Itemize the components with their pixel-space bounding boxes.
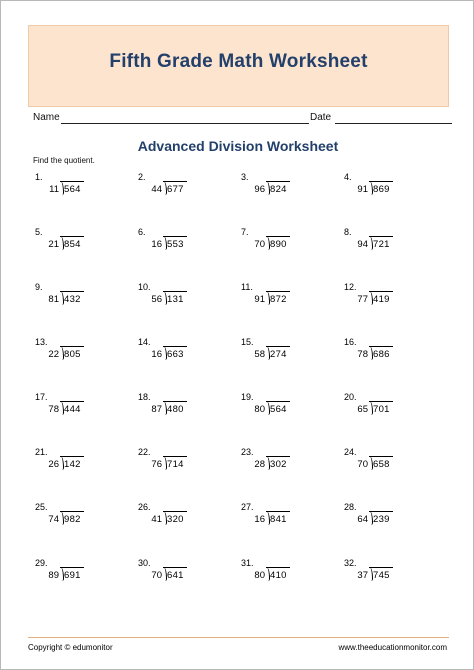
division-problem bbox=[35, 392, 135, 420]
division-problem bbox=[241, 337, 341, 365]
problem-number: 13. bbox=[35, 337, 48, 347]
problem-number: 29. bbox=[35, 558, 48, 568]
division-problem bbox=[344, 282, 444, 310]
worksheet-subtitle: Advanced Division Worksheet bbox=[137, 138, 339, 154]
problem-number: 21. bbox=[35, 447, 48, 457]
problem-number: 2. bbox=[138, 172, 146, 182]
division-problem bbox=[138, 392, 238, 420]
dividend: 658 bbox=[373, 459, 390, 470]
problem-number: 8. bbox=[344, 227, 352, 237]
division-problem bbox=[344, 447, 444, 475]
name-date-row bbox=[33, 112, 453, 126]
divisor: 28 bbox=[254, 459, 265, 470]
dividend: 641 bbox=[167, 570, 184, 581]
divisor: 91 bbox=[254, 294, 265, 305]
divisor: 70 bbox=[151, 570, 162, 581]
division-problem bbox=[138, 558, 238, 586]
divisor: 70 bbox=[254, 239, 265, 250]
dividend: 663 bbox=[167, 349, 184, 360]
dividend: 854 bbox=[64, 239, 81, 250]
problem-number: 4. bbox=[344, 172, 352, 182]
divisor: 94 bbox=[357, 239, 368, 250]
divisor: 74 bbox=[48, 514, 59, 525]
dividend: 410 bbox=[270, 570, 287, 581]
divisor: 89 bbox=[48, 570, 59, 581]
problem-number: 27. bbox=[241, 502, 254, 512]
dividend: 691 bbox=[64, 570, 81, 581]
divisor: 80 bbox=[254, 570, 265, 581]
division-problem bbox=[138, 502, 238, 530]
problem-number: 20. bbox=[344, 392, 357, 402]
divisor: 22 bbox=[48, 349, 59, 360]
divisor: 96 bbox=[254, 184, 265, 195]
dividend: 869 bbox=[373, 184, 390, 195]
dividend: 872 bbox=[270, 294, 287, 305]
division-problem bbox=[344, 172, 444, 200]
problem-number: 15. bbox=[241, 337, 254, 347]
division-problem bbox=[241, 392, 341, 420]
division-problem bbox=[138, 282, 238, 310]
division-problem bbox=[344, 337, 444, 365]
dividend: 444 bbox=[64, 404, 81, 415]
dividend: 745 bbox=[373, 570, 390, 581]
divisor: 81 bbox=[48, 294, 59, 305]
divisor: 41 bbox=[151, 514, 162, 525]
footer-divider bbox=[28, 637, 449, 638]
dividend: 131 bbox=[167, 294, 184, 305]
date-field[interactable] bbox=[335, 123, 452, 124]
problem-number: 28. bbox=[344, 502, 357, 512]
dividend: 320 bbox=[167, 514, 184, 525]
divisor: 21 bbox=[48, 239, 59, 250]
division-problem bbox=[35, 227, 135, 255]
divisor: 16 bbox=[151, 349, 162, 360]
footer-copyright: Copyright © edumonitor bbox=[28, 643, 113, 652]
worksheet-title: Fifth Grade Math Worksheet bbox=[109, 51, 368, 72]
division-problem bbox=[344, 227, 444, 255]
problem-number: 10. bbox=[138, 282, 151, 292]
divisor: 76 bbox=[151, 459, 162, 470]
problem-number: 1. bbox=[35, 172, 43, 182]
date-label: Date bbox=[310, 112, 332, 123]
dividend: 432 bbox=[64, 294, 81, 305]
problem-number: 31. bbox=[241, 558, 254, 568]
divisor: 56 bbox=[151, 294, 162, 305]
dividend: 841 bbox=[270, 514, 287, 525]
problem-number: 26. bbox=[138, 502, 151, 512]
dividend: 274 bbox=[270, 349, 287, 360]
divisor: 44 bbox=[151, 184, 162, 195]
division-problem bbox=[138, 172, 238, 200]
problem-number: 17. bbox=[35, 392, 48, 402]
problem-number: 25. bbox=[35, 502, 48, 512]
division-problem bbox=[138, 227, 238, 255]
problem-number: 14. bbox=[138, 337, 151, 347]
problem-number: 3. bbox=[241, 172, 249, 182]
division-problem bbox=[35, 447, 135, 475]
problem-number: 32. bbox=[344, 558, 357, 568]
division-problem bbox=[241, 502, 341, 530]
division-problem bbox=[344, 502, 444, 530]
divisor: 65 bbox=[357, 404, 368, 415]
dividend: 982 bbox=[64, 514, 81, 525]
divisor: 16 bbox=[254, 514, 265, 525]
division-problem bbox=[344, 558, 444, 586]
division-problem bbox=[35, 172, 135, 200]
problem-number: 18. bbox=[138, 392, 151, 402]
dividend: 302 bbox=[270, 459, 287, 470]
dividend: 714 bbox=[167, 459, 184, 470]
problem-number: 6. bbox=[138, 227, 146, 237]
division-problem bbox=[241, 282, 341, 310]
divisor: 78 bbox=[357, 349, 368, 360]
division-problem bbox=[138, 337, 238, 365]
division-problem bbox=[241, 172, 341, 200]
footer-website: www.theeducationmonitor.com bbox=[338, 643, 447, 652]
dividend: 701 bbox=[373, 404, 390, 415]
header-banner bbox=[28, 25, 449, 107]
dividend: 677 bbox=[167, 184, 184, 195]
division-problem bbox=[35, 502, 135, 530]
divisor: 70 bbox=[357, 459, 368, 470]
dividend: 564 bbox=[270, 404, 287, 415]
dividend: 239 bbox=[373, 514, 390, 525]
division-problem bbox=[241, 558, 341, 586]
dividend: 890 bbox=[270, 239, 287, 250]
divisor: 77 bbox=[357, 294, 368, 305]
dividend: 721 bbox=[373, 239, 390, 250]
problem-number: 7. bbox=[241, 227, 249, 237]
division-problem bbox=[138, 447, 238, 475]
division-problem bbox=[241, 447, 341, 475]
divisor: 58 bbox=[254, 349, 265, 360]
divisor: 78 bbox=[48, 404, 59, 415]
instructions: Find the quotient. bbox=[33, 156, 95, 165]
division-problem bbox=[35, 282, 135, 310]
divisor: 64 bbox=[357, 514, 368, 525]
divisor: 87 bbox=[151, 404, 162, 415]
division-problem bbox=[35, 337, 135, 365]
problem-number: 24. bbox=[344, 447, 357, 457]
problem-number: 16. bbox=[344, 337, 357, 347]
divisor: 80 bbox=[254, 404, 265, 415]
division-problem bbox=[344, 392, 444, 420]
name-label: Name bbox=[33, 112, 60, 123]
dividend: 480 bbox=[167, 404, 184, 415]
dividend: 686 bbox=[373, 349, 390, 360]
problem-number: 30. bbox=[138, 558, 151, 568]
problem-number: 22. bbox=[138, 447, 151, 457]
problem-number: 11. bbox=[241, 282, 253, 292]
problem-number: 9. bbox=[35, 282, 43, 292]
dividend: 419 bbox=[373, 294, 390, 305]
name-field[interactable] bbox=[61, 123, 309, 124]
divisor: 37 bbox=[357, 570, 368, 581]
divisor: 11 bbox=[49, 184, 59, 195]
divisor: 91 bbox=[357, 184, 368, 195]
dividend: 824 bbox=[270, 184, 287, 195]
division-problem bbox=[241, 227, 341, 255]
problem-number: 5. bbox=[35, 227, 43, 237]
dividend: 553 bbox=[167, 239, 184, 250]
problem-number: 23. bbox=[241, 447, 254, 457]
dividend: 564 bbox=[64, 184, 81, 195]
dividend: 142 bbox=[64, 459, 81, 470]
divisor: 16 bbox=[151, 239, 162, 250]
dividend: 805 bbox=[64, 349, 81, 360]
problem-number: 19. bbox=[241, 392, 254, 402]
division-problem bbox=[35, 558, 135, 586]
problem-number: 12. bbox=[344, 282, 357, 292]
divisor: 26 bbox=[48, 459, 59, 470]
